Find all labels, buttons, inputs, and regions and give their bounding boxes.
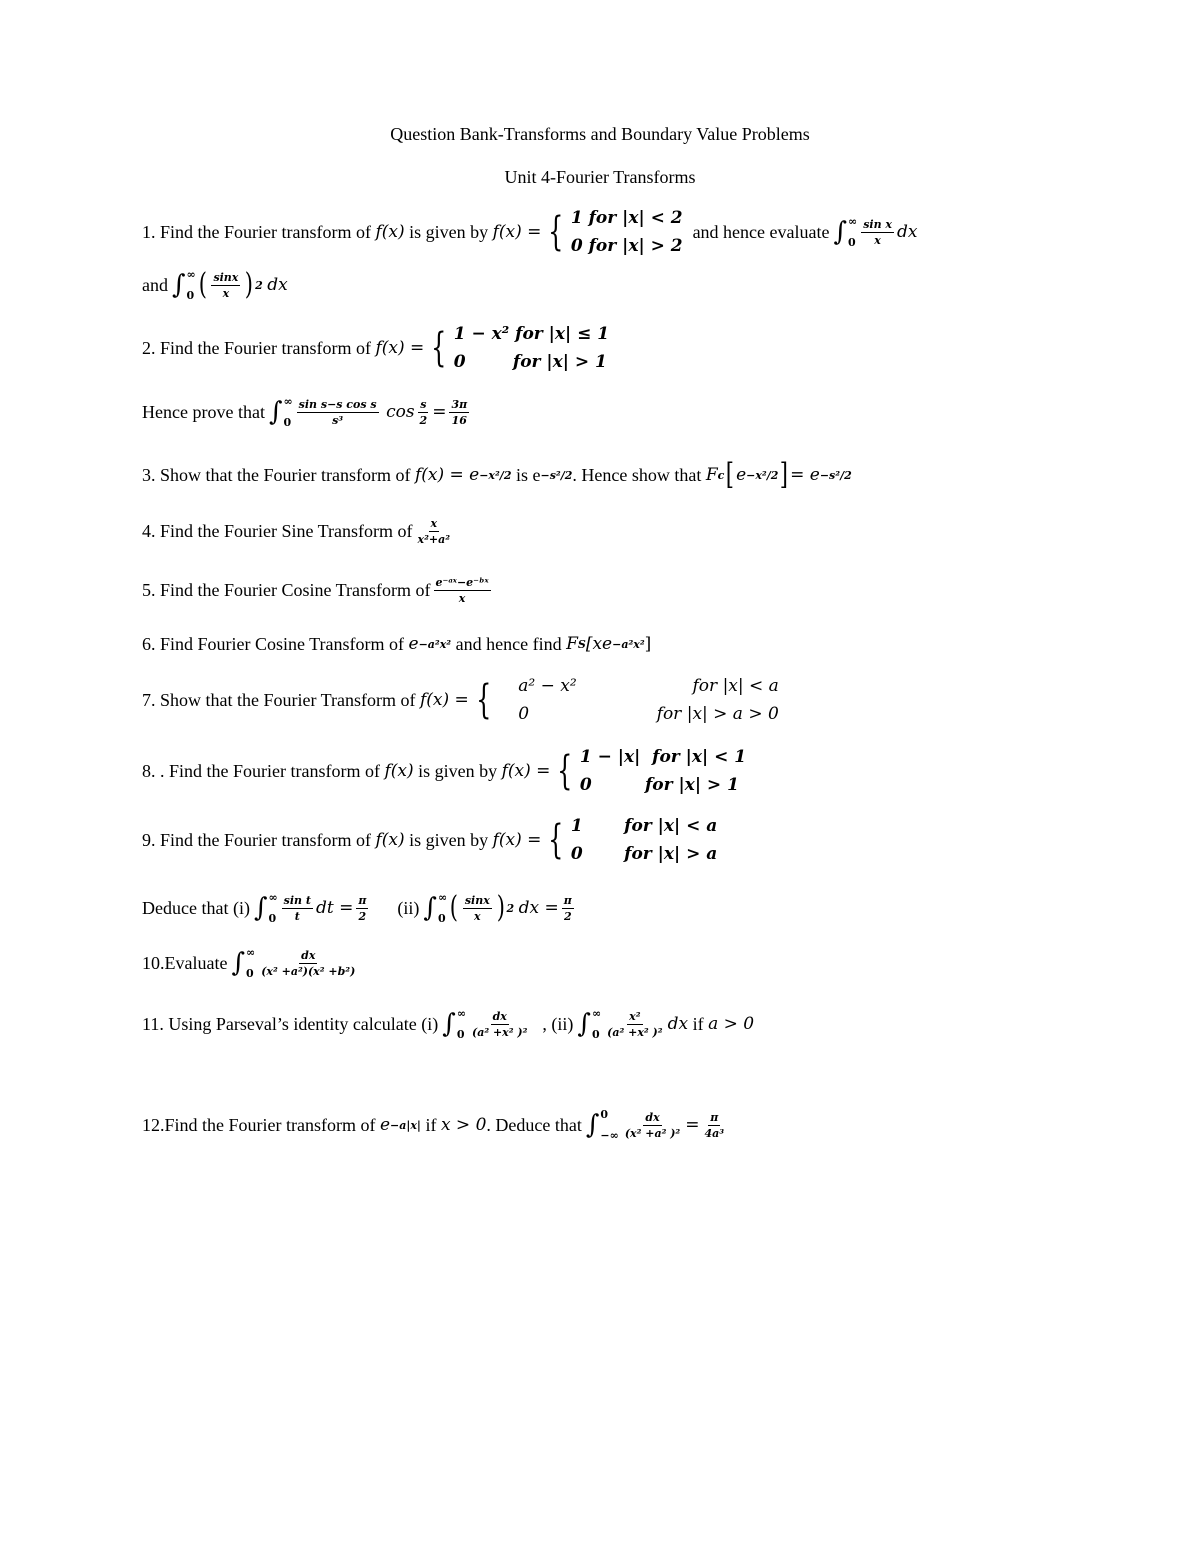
question-3: 3. Show that the Fourier transform of f(x) = e −x²/2 is e −s²/2 . Hence show that F c [ e −x²/2 ] = e −s²/2: [142, 457, 852, 492]
integral-symbol: ∫ ∞ 0: [253, 891, 278, 925]
q11-fraction-1: $\frac{dx}{\text{(a² +x² )²}}$: [471, 1009, 528, 1039]
q1-case-2: 0 for |x| > 2: [570, 236, 683, 256]
integral-symbol: ∫ 0 −∞: [585, 1108, 619, 1142]
left-brace: {: [557, 748, 573, 794]
integral-symbol: ∫ ∞ 0: [442, 1007, 466, 1041]
q12-text-b: if: [425, 1114, 437, 1135]
q1b-fraction: $\frac{\sin x}{x}$: [213, 270, 239, 300]
question-7: [142, 670, 779, 730]
q4-text: 4. Find the Fourier Sine Transform of: [142, 520, 413, 541]
q3-fc: F: [705, 465, 718, 485]
q3-text: 3. Show that the Fourier transform of: [142, 464, 411, 485]
q6-arg: [xe: [585, 634, 613, 654]
q3-text-c: . Hence show that: [572, 464, 702, 485]
q7-fx-eq: f(x) =: [420, 690, 469, 710]
q1-dx: dx: [896, 222, 918, 242]
integral-symbol: ∫ ∞ 0: [577, 1007, 602, 1041]
q3-eq: = e: [790, 465, 820, 485]
q6-text: 6. Find Fourier Cosine Transform of: [142, 633, 405, 654]
q3-exp-4: −s²/2: [819, 468, 852, 482]
q2-text: 2. Find the Fourier transform of: [142, 337, 371, 358]
left-brace: {: [548, 817, 564, 863]
q3-exp-3: −x²/2: [746, 468, 779, 482]
question-1-continued: and ∫ ∞ 0 ( $\frac{\sin x}{x}$ ) 2 dx: [142, 267, 288, 302]
q4-fraction: $\frac{x}{\text{x²+a²}}$: [417, 516, 451, 546]
q8-case-1: 1 − |x| for |x| < 1: [579, 747, 747, 767]
unit-heading: Unit 4-Fourier Transforms: [504, 166, 696, 187]
q6-close: ]: [644, 634, 652, 654]
q3-text-b: is e: [515, 464, 541, 485]
q3-fc-sub: c: [717, 468, 725, 482]
q7-cases-right: [657, 672, 779, 728]
q12-exp: −a|x|: [390, 1118, 421, 1132]
q2-case-1: 1 − x² for |x| ≤ 1: [453, 324, 610, 344]
q2b-result: $\frac{3\pi}{16}$: [451, 397, 468, 427]
q1-text: 1. Find the Fourier transform of: [142, 221, 371, 242]
question-2-continued: [142, 382, 472, 442]
q1-text-c: and hence evaluate: [692, 221, 830, 242]
question-12: [142, 1095, 729, 1155]
question-2: [142, 318, 609, 378]
question-5: [142, 560, 494, 620]
equals-sign: =: [685, 1115, 700, 1135]
q12-text: 12.Find the Fourier transform of: [142, 1114, 376, 1135]
q8-text: 8. . Find the Fourier transform of: [142, 760, 380, 781]
q12-text-c: . Deduce that: [486, 1114, 582, 1135]
q2b-fraction: $\frac{\text{sin s−s cos s}}{\text{s³}}$: [298, 397, 377, 427]
q1b-power: 2: [255, 278, 263, 292]
left-brace: {: [475, 677, 492, 723]
q8-fx: f(x): [384, 761, 414, 781]
q9b-dx: dx =: [518, 898, 559, 918]
q12-fraction: $\frac{dx}{\text{(x² +a² )²}}$: [624, 1110, 681, 1140]
q2-case-2: 0 for |x| > 1: [453, 352, 607, 372]
q11-text: 11. Using Parseval’s identity calculate (i): [142, 1013, 439, 1034]
q8-text-b: is given by: [418, 760, 498, 781]
q5-text: 5. Find the Fourier Cosine Transform of: [142, 579, 431, 600]
integral-symbol: ∫ ∞ 0: [231, 946, 256, 980]
q9b-fraction-2: $\frac{\sin x}{x}$: [464, 893, 490, 923]
left-brace: {: [548, 209, 564, 255]
q9-text: 9. Find the Fourier transform of: [142, 829, 371, 850]
q9-fx: f(x): [375, 830, 405, 850]
q9b-fraction-1: $\frac{\text{sin t}}{t}$: [283, 893, 311, 923]
q9b-result-1: $\frac{\pi}{2}$: [358, 893, 367, 923]
q12-result: $\frac{\pi}{\text{4a³}}$: [704, 1110, 725, 1140]
q8-fx-eq: f(x) =: [501, 761, 551, 781]
q8-case-2: 0 for |x| > 1: [579, 775, 739, 795]
q6-fs: F: [566, 634, 578, 654]
q3-fx-eq: f(x) = e: [414, 465, 480, 485]
q11-text-b: , (ii): [542, 1013, 574, 1034]
q1b-text: and: [142, 274, 168, 295]
q7-case-1-value: a² − x²: [518, 676, 577, 696]
q1-case-1: 1 for |x| < 2: [570, 208, 683, 228]
q11-condition: a > 0: [708, 1014, 755, 1034]
q7-case-1-cond: for |x| < a: [692, 676, 779, 696]
q6-exp-2: −a²x²: [612, 637, 645, 651]
q9b-power: 2: [506, 901, 515, 915]
q1-fx-eq: f(x) =: [492, 222, 542, 242]
q6-e: e: [408, 634, 419, 654]
q9b-text: Deduce that (i): [142, 897, 250, 918]
q3-bracket-e: e: [736, 465, 747, 485]
q7-cases-left: [518, 672, 576, 728]
q11-text-c: if: [692, 1013, 704, 1034]
q8-cases: [580, 743, 746, 799]
q9b-result-2: $\frac{\pi}{2}$: [563, 893, 572, 923]
q9-case-2: 0 for |x| > a: [570, 844, 718, 864]
question-6: [142, 614, 651, 674]
q9-text-b: is given by: [409, 829, 489, 850]
q9b-dt: dt =: [315, 898, 354, 918]
q2-fx-eq: f(x) =: [375, 338, 425, 358]
q7-case-2-cond: for |x| > a > 0: [656, 704, 779, 724]
q12-condition: x > 0: [440, 1115, 487, 1135]
q1-fx: f(x): [375, 222, 405, 242]
q12-e: e: [379, 1115, 391, 1135]
q2b-text: Hence prove that: [142, 401, 265, 422]
q6-text-b: and hence find: [455, 633, 562, 654]
q2b-cos-fraction: $\frac{s}{2}$: [419, 397, 428, 427]
q3-exp-2: −s²/2: [540, 468, 573, 482]
q9-fx-eq: f(x) =: [492, 830, 542, 850]
integral-symbol: ∫ ∞ 0: [833, 215, 858, 249]
integral-symbol: ∫ ∞ 0: [268, 395, 293, 429]
q7-case-2-value: 0: [518, 704, 530, 724]
question-9-continued: Deduce that (i) ∫ ∞ 0 $\frac{\text{sin t}}{t}$ dt = $\frac{\pi}{2}$ (ii) ∫ ∞ 0 ( $\frac{\sin x}{x}$ ) 2 dx = $\frac{\pi}{2}$: [142, 890, 572, 925]
q7-text: 7. Show that the Fourier Transform of: [142, 689, 416, 710]
question-9: [142, 810, 717, 870]
q1-text-b: is given by: [409, 221, 489, 242]
q1b-dx: dx: [267, 275, 288, 295]
equals-sign: =: [432, 402, 447, 422]
q3-exp-1: −x²/2: [479, 468, 512, 482]
q2-cases: [454, 320, 609, 376]
integral-symbol: ∫ ∞ 0: [423, 891, 448, 925]
question-10: [142, 933, 360, 993]
q9-case-1: 1 for |x| < a: [570, 816, 718, 836]
q2b-cos: cos: [386, 402, 415, 422]
question-11: [142, 994, 754, 1054]
q6-exp-1: −a²x²: [418, 637, 452, 651]
question-8: [142, 741, 746, 801]
q9-cases: [571, 812, 717, 868]
q5-fraction: $\frac{\text{e⁻ᵃˣ−e⁻ᵇˣ}}{x}$: [435, 575, 489, 605]
q1-fraction: $\frac{\text{sin x}}{x}$: [863, 217, 892, 247]
q1-cases: [571, 204, 683, 260]
q11-fraction-2: $\frac{\text{x²}}{\text{(a² +x² )²}}$: [607, 1009, 663, 1039]
q11-dx: dx: [667, 1014, 689, 1034]
q10-text: 10.Evaluate: [142, 952, 228, 973]
document-title: Question Bank-Transforms and Boundary Value Problems: [390, 123, 810, 144]
question-4: [142, 501, 455, 561]
left-brace: {: [431, 325, 447, 371]
q9b-part-2: (ii): [397, 897, 420, 918]
q10-fraction: $\frac{dx}{\text{(x² +a²)(x² +b²)}}$: [261, 948, 356, 978]
question-1: [142, 202, 917, 262]
integral-symbol: ∫ ∞ 0: [172, 268, 196, 302]
q6-fs-sub: S: [577, 637, 586, 651]
